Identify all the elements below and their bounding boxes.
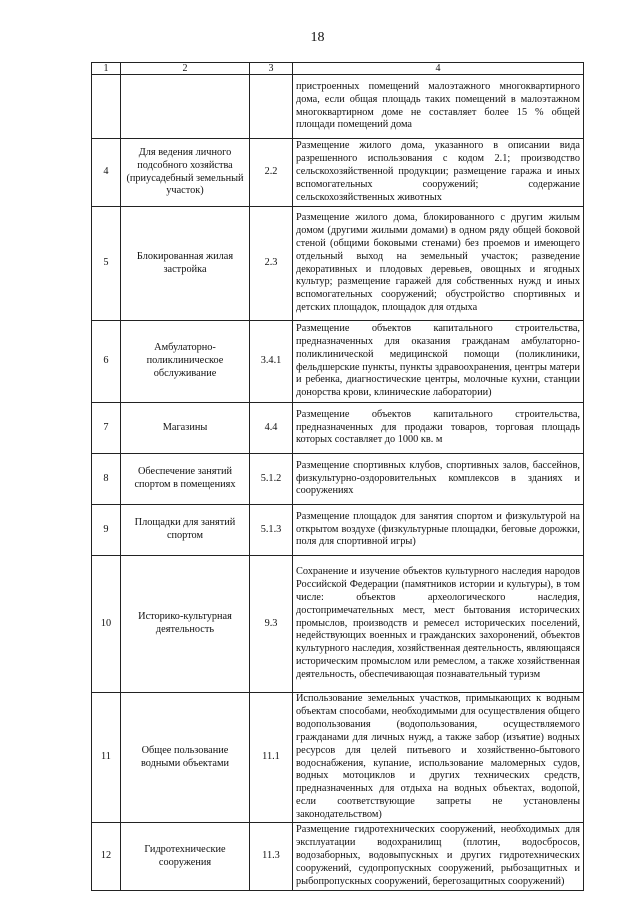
table-row [92,693,584,823]
table-row [92,556,584,693]
row-number-cell: 4 [92,139,121,207]
use-description-cell: Размещение жилого дома, указанного в описании вида разрешенного использования с кодом 2.1; производство сельскохозяйственной продукции; размещение гаража и иных вспомогательных сооружений; содержание сельскохозяйственных животных [293,139,584,207]
table-row [92,75,584,139]
use-code-cell: 9.3 [250,556,293,693]
row-number-cell: 6 [92,321,121,403]
use-description-cell: пристроенных помещений малоэтажного многоквартирного дома, если общая площадь таких помещений в малоэтажном многоквартирном доме не составляет более 15 % общей площади помещений дома [293,75,584,139]
use-name-cell: Историко-культурная деятельность [121,556,250,693]
table-row [92,505,584,556]
row-number-cell: 5 [92,207,121,321]
header-cell-3: 3 [250,63,293,75]
row-number-cell: 11 [92,693,121,823]
use-description-cell: Размещение объектов капитального строительства, предназначенных для продажи товаров, торговая площадь которых составляет до 1000 кв. м [293,403,584,454]
use-name-cell: Общее пользование водными объектами [121,693,250,823]
permitted-use-table [91,62,584,891]
use-code-cell: 11.1 [250,693,293,823]
table-row [92,823,584,891]
use-description-cell: Размещение жилого дома, блокированного с другим жилым домом (другими жилыми домами) в одном ряду общей боковой стеной (общими боковыми стенами) без проемов и имеющего отдельный выход на земельный участок; разведение декоративных и плодовых деревьев, овощных и ягодных культур; размещение гаражей для собственных нужд и иных вспомогательных сооружений; обустройство спортивных и детских площадок, площадок для отдыха [293,207,584,321]
use-code-cell [250,75,293,139]
use-code-cell: 4.4 [250,403,293,454]
use-name-cell: Для ведения личного подсобного хозяйства (приусадебный земельный участок) [121,139,250,207]
row-number-cell [92,75,121,139]
page-number: 18 [310,30,325,45]
header-cell-4: 4 [293,63,584,75]
table-row [92,139,584,207]
row-number-cell: 8 [92,454,121,505]
use-name-cell [121,75,250,139]
row-number-cell: 9 [92,505,121,556]
table-row [92,207,584,321]
row-number-cell: 10 [92,556,121,693]
use-description-cell: Размещение площадок для занятия спортом и физкультурой на открытом воздухе (физкультурные площадки, беговые дорожки, поля для спортивной игры) [293,505,584,556]
header-cell-2: 2 [121,63,250,75]
use-code-cell: 5.1.3 [250,505,293,556]
use-code-cell: 2.2 [250,139,293,207]
use-description-cell: Размещение гидротехнических сооружений, необходимых для эксплуатации водохранилищ (плотин, водосбросов, водозаборных, водовыпускных и других гидротехнических сооружений, судопропускных сооружений, рыбозащитных и рыбопропускных сооружений, берегозащитных сооружений) [293,823,584,891]
use-name-cell: Магазины [121,403,250,454]
use-description-cell: Сохранение и изучение объектов культурного наследия народов Российской Федерации (памятников истории и культуры), в том числе: объектов археологического наследия, достопримечательных мест, мест бытования исторических промыслов, производств и ремесел исторических поселений, недействующих военных и гражданских захоронений, объектов культурного наследия, хозяйственная деятельность, являющаяся историческим промыслом или ремеслом, а также хозяйственная деятельность, обеспечивающая познавательный туризм [293,556,584,693]
use-code-cell: 11.3 [250,823,293,891]
table-header-row [92,63,584,75]
use-name-cell: Обеспечение занятий спортом в помещениях [121,454,250,505]
use-description-cell: Размещение спортивных клубов, спортивных залов, бассейнов, физкультурно-оздоровительных комплексов в зданиях и сооружениях [293,454,584,505]
use-code-cell: 3.4.1 [250,321,293,403]
use-name-cell: Площадки для занятий спортом [121,505,250,556]
use-description-cell: Размещение объектов капитального строительства, предназначенных для оказания гражданам амбулаторно-поликлинической медицинской помощи (поликлиники, фельдшерские пункты, пункты здравоохранения, центры матери и ребенка, диагностические центры, молочные кухни, станции донорства крови, клинические лаборатории) [293,321,584,403]
use-description-cell: Использование земельных участков, примыкающих к водным объектам способами, необходимыми для осуществления общего водопользования (водопользования, осуществляемого гражданами для личных нужд, а также забор (изъятие) водных ресурсов для целей питьевого и хозяйственно-бытового водоснабжения, купание, использование маломерных судов, водных мотоциклов и других технических средств, предназначенных для отдыха на водных объектах, водопой, если соответствующие запреты не установлены законодательством) [293,693,584,823]
use-code-cell: 2.3 [250,207,293,321]
header-cell-1: 1 [92,63,121,75]
use-code-cell: 5.1.2 [250,454,293,505]
use-name-cell: Блокированная жилая застройка [121,207,250,321]
use-name-cell: Гидротехнические сооружения [121,823,250,891]
table-row [92,454,584,505]
row-number-cell: 7 [92,403,121,454]
table-row [92,403,584,454]
use-name-cell: Амбулаторно-поликлиническое обслуживание [121,321,250,403]
row-number-cell: 12 [92,823,121,891]
table-row [92,321,584,403]
